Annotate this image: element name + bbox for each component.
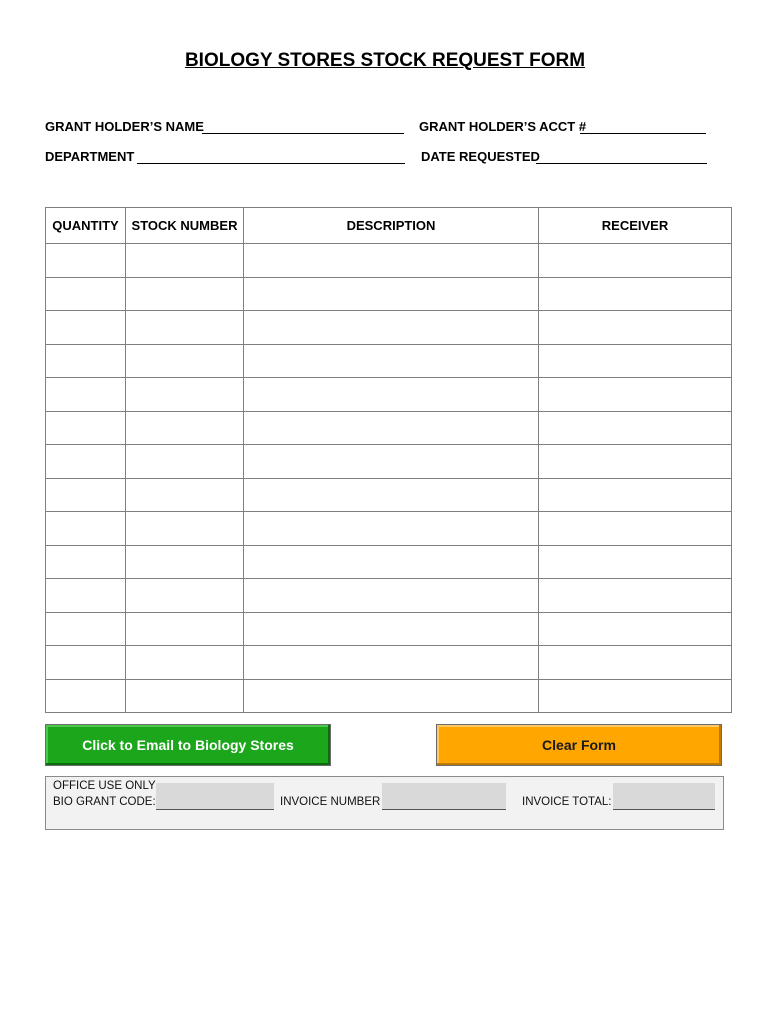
table-row	[46, 411, 732, 445]
form-title: BIOLOGY STORES STOCK REQUEST FORM	[184, 50, 586, 71]
description-header: DESCRIPTION	[244, 208, 539, 244]
table-row	[46, 512, 732, 546]
stock-number-cell[interactable]	[126, 244, 244, 278]
receiver-cell[interactable]	[539, 378, 732, 412]
table-row	[46, 612, 732, 646]
table-row	[46, 445, 732, 479]
description-cell[interactable]	[244, 579, 539, 613]
description-cell[interactable]	[244, 445, 539, 479]
department-label: DEPARTMENT	[45, 149, 135, 164]
quantity-cell[interactable]	[46, 344, 126, 378]
description-cell[interactable]	[244, 478, 539, 512]
description-cell[interactable]	[244, 311, 539, 345]
description-cell[interactable]	[244, 612, 539, 646]
receiver-cell[interactable]	[539, 344, 732, 378]
quantity-cell[interactable]	[46, 478, 126, 512]
office-use-section	[45, 776, 724, 830]
date-requested-line[interactable]	[536, 163, 707, 164]
stock-number-cell[interactable]	[126, 612, 244, 646]
stock-number-cell[interactable]	[126, 344, 244, 378]
receiver-cell[interactable]	[539, 512, 732, 546]
stock-table	[45, 207, 732, 713]
department-line[interactable]	[137, 163, 405, 164]
email-to-biology-stores-button[interactable]: Click to Email to Biology Stores	[45, 724, 331, 766]
stock-number-cell[interactable]	[126, 646, 244, 680]
receiver-cell[interactable]	[539, 311, 732, 345]
description-cell[interactable]	[244, 679, 539, 713]
date-requested-label: DATE REQUESTED	[421, 149, 540, 164]
quantity-cell[interactable]	[46, 512, 126, 546]
invoice-number-label: INVOICE NUMBER	[280, 796, 381, 808]
grant-holder-name-line[interactable]	[202, 133, 404, 134]
description-cell[interactable]	[244, 512, 539, 546]
table-row	[46, 378, 732, 412]
quantity-cell[interactable]	[46, 612, 126, 646]
quantity-cell[interactable]	[46, 411, 126, 445]
grant-holder-acct-line[interactable]	[580, 133, 706, 134]
description-cell[interactable]	[244, 344, 539, 378]
table-row	[46, 545, 732, 579]
quantity-cell[interactable]	[46, 579, 126, 613]
stock-number-cell[interactable]	[126, 411, 244, 445]
stock-table-body	[46, 244, 732, 713]
stock-number-cell[interactable]	[126, 478, 244, 512]
stock-number-cell[interactable]	[126, 545, 244, 579]
quantity-cell[interactable]	[46, 277, 126, 311]
description-cell[interactable]	[244, 646, 539, 680]
table-row	[46, 277, 732, 311]
table-row	[46, 679, 732, 713]
quantity-cell[interactable]	[46, 679, 126, 713]
receiver-cell[interactable]	[539, 411, 732, 445]
invoice-number-input[interactable]	[382, 783, 506, 810]
receiver-cell[interactable]	[539, 277, 732, 311]
description-cell[interactable]	[244, 411, 539, 445]
receiver-cell[interactable]	[539, 646, 732, 680]
table-header-row	[46, 208, 732, 244]
stock-number-cell[interactable]	[126, 579, 244, 613]
quantity-cell[interactable]	[46, 445, 126, 479]
bio-grant-code-input[interactable]	[156, 783, 274, 810]
description-cell[interactable]	[244, 277, 539, 311]
quantity-cell[interactable]	[46, 545, 126, 579]
receiver-cell[interactable]	[539, 478, 732, 512]
stock-number-cell[interactable]	[126, 378, 244, 412]
quantity-cell[interactable]	[46, 646, 126, 680]
quantity-cell[interactable]	[46, 244, 126, 278]
grant-holder-acct-label: GRANT HOLDER’S ACCT #	[419, 119, 587, 134]
table-row	[46, 579, 732, 613]
quantity-cell[interactable]	[46, 378, 126, 412]
quantity-cell[interactable]	[46, 311, 126, 345]
office-use-heading: OFFICE USE ONLY	[53, 780, 156, 792]
description-cell[interactable]	[244, 545, 539, 579]
receiver-cell[interactable]	[539, 244, 732, 278]
quantity-header: QUANTITY	[46, 208, 126, 244]
receiver-cell[interactable]	[539, 579, 732, 613]
receiver-header: RECEIVER	[539, 208, 732, 244]
table-row	[46, 646, 732, 680]
receiver-cell[interactable]	[539, 612, 732, 646]
stock-number-cell[interactable]	[126, 311, 244, 345]
stock-number-cell[interactable]	[126, 445, 244, 479]
stock-number-cell[interactable]	[126, 277, 244, 311]
table-row	[46, 311, 732, 345]
receiver-cell[interactable]	[539, 679, 732, 713]
invoice-total-input[interactable]	[613, 783, 715, 810]
grant-holder-name-label: GRANT HOLDER’S NAME	[45, 119, 204, 134]
description-cell[interactable]	[244, 378, 539, 412]
bio-grant-code-label: BIO GRANT CODE:	[53, 796, 156, 808]
receiver-cell[interactable]	[539, 545, 732, 579]
table-row	[46, 478, 732, 512]
description-cell[interactable]	[244, 244, 539, 278]
table-row	[46, 244, 732, 278]
receiver-cell[interactable]	[539, 445, 732, 479]
table-row	[46, 344, 732, 378]
stock-number-header: STOCK NUMBER	[126, 208, 244, 244]
stock-number-cell[interactable]	[126, 512, 244, 546]
clear-form-button[interactable]: Clear Form	[436, 724, 722, 766]
stock-number-cell[interactable]	[126, 679, 244, 713]
invoice-total-label: INVOICE TOTAL:	[522, 796, 612, 808]
